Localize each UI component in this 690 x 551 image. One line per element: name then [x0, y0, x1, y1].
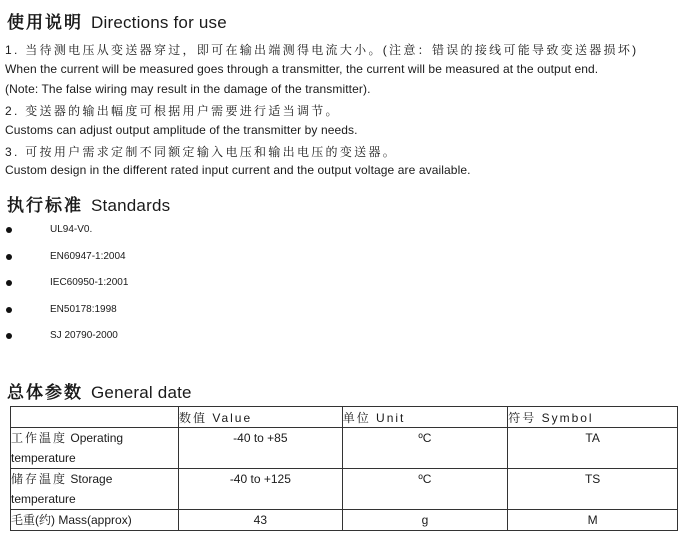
directions-heading: [7, 8, 227, 33]
table-header-value: 数值 Value: [179, 407, 343, 428]
table-header-symbol: 符号 Symbol: [508, 407, 678, 428]
table-cell-value: 43: [179, 510, 343, 531]
table-header-row: [11, 407, 678, 428]
parameter-name-zh: 工作温度: [11, 431, 68, 445]
standard-item-text: EN60947-1:2004: [50, 251, 126, 262]
table-header-cell-empty: [11, 407, 179, 428]
table-cell-unit: g: [342, 510, 508, 531]
table-cell-parameter: [11, 469, 179, 510]
table-row: [11, 510, 678, 531]
general-heading: [7, 378, 192, 403]
parameter-name-zh: 储存温度: [11, 472, 68, 486]
table-cell-value: -40 to +85: [179, 428, 343, 469]
table-cell-parameter: [11, 510, 179, 531]
table-cell-value: -40 to +125: [179, 469, 343, 510]
directions-line-1: 1. 当待测电压从变送器穿过，即可在输出端测得电流大小。(注意：错误的接线可能导致变送器损坏): [5, 43, 639, 57]
directions-line-6: 3. 可按用户需求定制不同额定输入电压和输出电压的变送器。: [5, 145, 398, 159]
directions-heading-en: Directions for use: [91, 13, 227, 32]
parameter-name-en: Mass(approx): [58, 513, 132, 527]
directions-line-5: Customs can adjust output amplitude of the transmitter by needs.: [5, 123, 358, 137]
parameter-name-en-cont: temperature: [11, 451, 76, 465]
standard-item-text: EN50178:1998: [50, 304, 117, 315]
standards-heading-en: Standards: [91, 196, 171, 215]
general-heading-zh: 总体参数: [7, 383, 83, 402]
table-cell-parameter: [11, 428, 179, 469]
table-cell-symbol: TA: [508, 428, 678, 469]
bullet-icon: [6, 333, 12, 339]
parameter-name-en-cont: temperature: [11, 492, 76, 506]
general-parameters-table: [10, 406, 678, 531]
standard-item-text: SJ 20790-2000: [50, 330, 118, 341]
standard-item-text: IEC60950-1:2001: [50, 277, 129, 288]
parameter-name-zh: 毛重(约): [11, 513, 55, 527]
table-cell-unit: ºC: [342, 428, 508, 469]
standard-item-text: UL94-V0.: [50, 224, 93, 235]
table-cell-unit: ºC: [342, 469, 508, 510]
parameter-name-en: Operating: [70, 431, 124, 445]
bullet-icon: [6, 280, 12, 286]
table-row: [11, 469, 678, 510]
bullet-icon: [6, 227, 12, 233]
directions-line-7: Custom design in the different rated input current and the output voltage are available.: [5, 163, 471, 177]
bullet-icon: [6, 307, 12, 313]
standards-heading: [7, 191, 170, 216]
parameter-name-en: Storage: [70, 472, 113, 486]
bullet-icon: [6, 254, 12, 260]
general-heading-en: General date: [91, 383, 192, 402]
directions-line-3: (Note: The false wiring may result in the damage of the transmitter).: [5, 82, 371, 96]
directions-heading-zh: 使用说明: [7, 13, 83, 32]
directions-line-4: 2. 变送器的输出幅度可根据用户需要进行适当调节。: [5, 104, 340, 118]
table-row: [11, 428, 678, 469]
table-header-unit: 单位 Unit: [342, 407, 508, 428]
table-cell-symbol: TS: [508, 469, 678, 510]
table-cell-symbol: M: [508, 510, 678, 531]
directions-line-2: When the current will be measured goes through a transmitter, the current will be measured at the output end.: [5, 62, 599, 76]
standards-heading-zh: 执行标准: [7, 196, 83, 215]
